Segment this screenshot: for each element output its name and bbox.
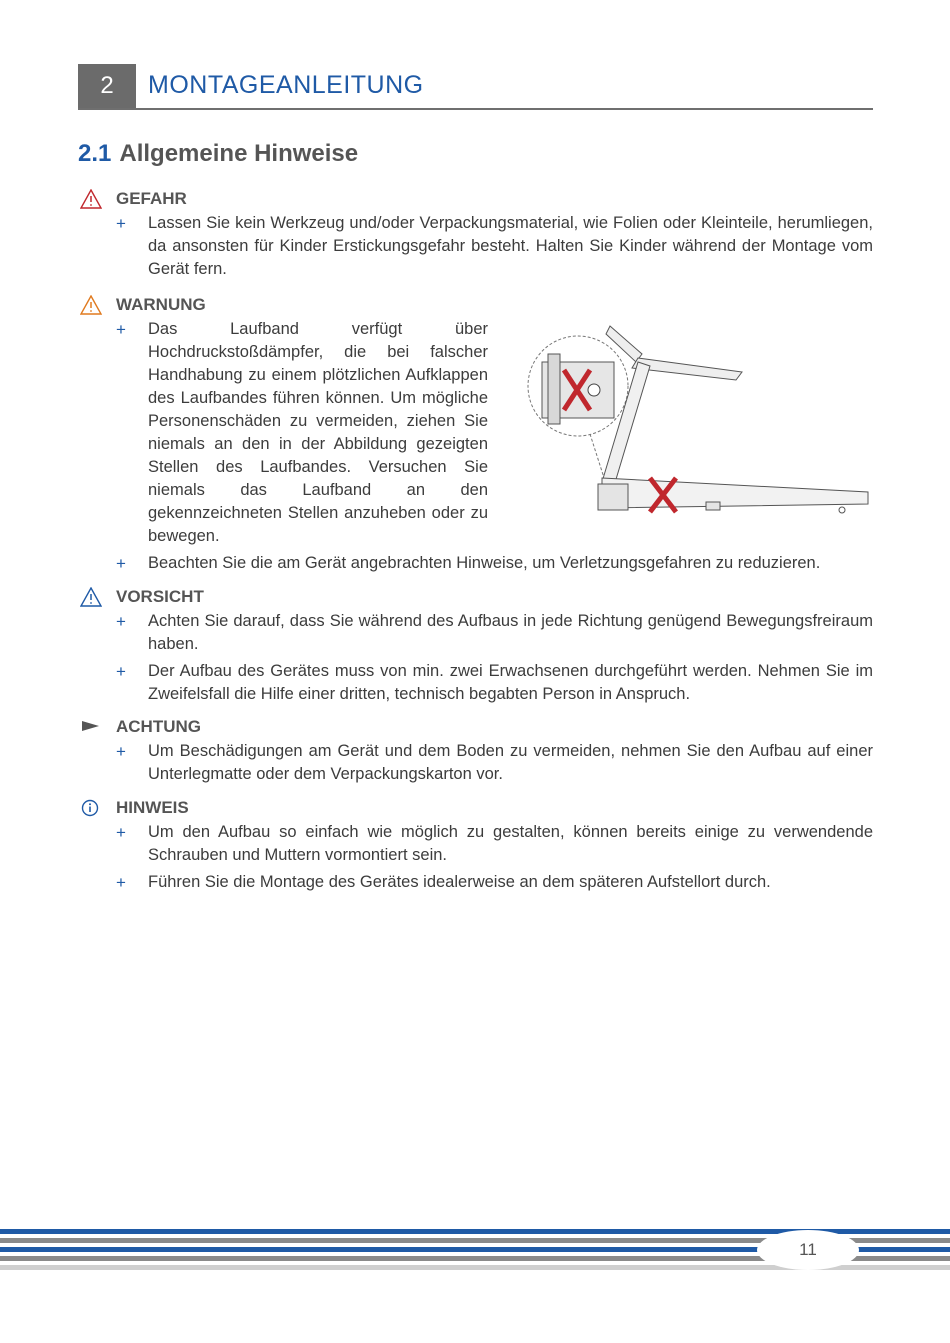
notice-caution [78, 586, 873, 706]
item-text: Das Laufband verfügt über Hochdruckstoßdämpfer, die bei falscher Handhabung zu einem plötzlichen Aufklappen des Laufbandes führen können. Um mögliche Personenschäden zu vermeiden, ziehen Sie niemals an den in der Abbildung gezeigten Stellen des Laufbandes. Versuchen Sie niemals das Laufband an den gekennzeichneten Stellen anzuheben oder zu bewegen. [148, 320, 488, 545]
bullet-plus: + [116, 214, 126, 233]
notice-danger [78, 188, 873, 281]
notice-warning [78, 294, 873, 575]
notice-label: WARNUNG [116, 295, 206, 314]
bullet-plus: + [116, 554, 126, 573]
chapter-number: 2 [78, 64, 136, 108]
section-number: 2.1 [78, 140, 112, 167]
notice-label: VORSICHT [116, 587, 204, 606]
warning-triangle-blue-icon [80, 587, 102, 607]
arrow-pointer-icon [80, 717, 102, 737]
notice-label: ACHTUNG [116, 717, 201, 736]
notice-label: GEFAHR [116, 189, 187, 208]
page-number: 11 [757, 1230, 859, 1270]
bullet-plus: + [116, 823, 126, 842]
notice-attention [78, 716, 873, 786]
warning-triangle-red-icon [80, 189, 102, 209]
bullet-plus: + [116, 320, 126, 339]
list-item [78, 871, 873, 894]
warning-triangle-orange-icon [80, 295, 102, 315]
item-text: Der Aufbau des Gerätes muss von min. zwei Erwachsenen durchgeführt werden. Nehmen Sie im Zweifelsfall die Hilfe einer dritten, technisch begabten Person in Anspruch. [148, 662, 873, 703]
item-text: Lassen Sie kein Werkzeug und/oder Verpackungsmaterial, wie Folien oder Kleinteile, herumliegen, da ansonsten für Kinder Erstickungsgefahr besteht. Halten Sie Kinder während der Montage vom Gerät fern. [148, 214, 873, 278]
bullet-plus: + [116, 662, 126, 681]
list-item [78, 552, 873, 575]
list-item [78, 821, 873, 867]
bullet-plus: + [116, 873, 126, 892]
item-text: Um Beschädigungen am Gerät und dem Boden zu vermeiden, nehmen Sie den Aufbau auf einer Unterlegmatte oder dem Verpackungskarton vor. [148, 742, 873, 783]
section-title [78, 140, 358, 168]
chapter-title: MONTAGEANLEITUNG [148, 71, 424, 99]
bullet-plus: + [116, 612, 126, 631]
section-heading: Allgemeine Hinweise [119, 140, 359, 167]
chapter-header [78, 64, 873, 110]
item-text: Beachten Sie die am Gerät angebrachten Hinweise, um Verletzungsgefahren zu reduzieren. [148, 554, 821, 572]
list-item [78, 610, 873, 656]
item-text: Führen Sie die Montage des Gerätes idealerweise an dem späteren Aufstellort durch. [148, 873, 771, 891]
list-item [78, 740, 873, 786]
list-item [78, 318, 488, 548]
bullet-plus: + [116, 742, 126, 761]
list-item [78, 212, 873, 281]
notice-label: HINWEIS [116, 798, 189, 817]
list-item [78, 660, 873, 706]
treadmill-illustration [510, 314, 870, 514]
item-text: Achten Sie darauf, dass Sie während des Aufbaus in jede Richtung genügend Bewegungsfreiraum haben. [148, 612, 873, 653]
item-text: Um den Aufbau so einfach wie möglich zu gestalten, können bereits einige zu verwendende Schrauben und Muttern vormontiert sein. [148, 823, 873, 864]
info-circle-icon [80, 798, 102, 818]
notice-note [78, 797, 873, 894]
